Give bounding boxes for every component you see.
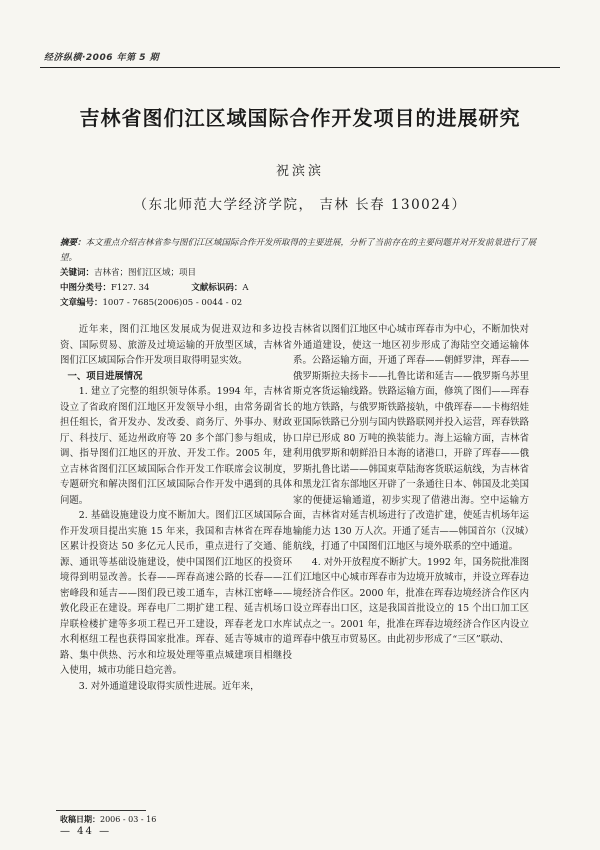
article-number-value: 1007 - 7685(2006)05 - 0044 - 02 [102, 298, 243, 308]
received-date [60, 814, 156, 825]
left-column [60, 322, 292, 694]
abstract-text: 本文重点介绍吉林省参与图们江区域国际合作开发所取得的主要进展，分析了当前存在的主要问题并对开发前景进行了展望。 [60, 238, 537, 263]
article-title: 吉林省图们江区域国际合作开发项目的进展研究 [79, 106, 521, 130]
intro-paragraph: 近年来，图们江地区发展成为促进双边和多边投资、国际贸易、旅游及过境运输的开放型区域，吉林省图们江区域国际合作开发项目取得明显实效。 [60, 324, 292, 366]
paragraph-organization: 1. 建立了完整的组织领导体系。1994 年，吉林省设立了省政府图们江地区开发领导小组，由常务副省长担任组长，省开发办、发改委、商务厅、外事办、财政厅、科技厅、延边州政府等 20 多个部门参与组成，协调、指导图们江地区的开放、开发工作。2005 年，建立吉林省图们江区域国际合作开发工作联席会议制度，专题研究和解决图们江区域国际合作开发中遇到的具体问题。 [60, 386, 292, 506]
abstract-label: 摘要： [60, 238, 86, 248]
keywords-row [60, 266, 545, 281]
received-label: 收稿日期： [60, 815, 100, 824]
author-name: 祝滨滨 [275, 164, 324, 179]
received-value: 2006 - 03 - 16 [100, 815, 157, 824]
paragraph-infrastructure: 2. 基础设施建设力度不断加大。图们江区域国际合作开发项目提出实施 15 年来，我国和吉林省在珲春地区累计投资达 50 多亿元人民币，重点进行了交通、能源、通讯等基础设施建设，使中国图们江地区的投资环境得到明显改善。长春——珲春高速公路的长春——江密峰段和延吉——图们段已竣工通车，吉林江密峰——敦化段正在建设。珲春电厂二期扩建工程、延吉机场口岸联检楼扩建等多项工程已开工建设，珲春老龙口水库水利枢纽工程也获得国家批准。珲春、延吉等城市的道路、集中供热、污水和垃圾处理等重点城建项目相继投入使用，城市功能日趋完善。 [60, 510, 292, 676]
clc-value: F127. 34 [111, 283, 150, 293]
article-number-row [60, 296, 545, 311]
doc-code-label: 文献标识码： [191, 283, 243, 293]
footnote-rule [56, 810, 146, 811]
page-number: — 44 — [60, 826, 112, 837]
doc-code-value: A [242, 283, 249, 293]
paragraph-channels-start: 3. 对外通道建设取得实质性进展。近年来， [78, 680, 260, 692]
keywords-label: 关键词： [60, 268, 95, 278]
article-metadata [60, 236, 545, 311]
clc-label: 中图分类号： [60, 283, 112, 293]
section-heading: 一、项目进展情况 [67, 370, 143, 382]
paragraph-channels-continued: 吉林省以图们江地区中心城市珲春市为中心，不断加快对外通道建设，使这一地区初步形成了海陆空交通运输体系。公路运输方面，开通了珲春——朝鲜罗津，珲春——俄罗斯斯拉夫扬卡——扎鲁比诺和延吉——俄罗斯乌苏里斯克客货运输线路。铁路运输方面，修筑了图们——珲春的地方铁路，与俄罗斯铁路接轨，中俄珲春——卡梅绍娃亚国际铁路已分别与国内铁路联网并投入运营，珲春铁路口岸已形成 80 万吨的换装能力。海上运输方面，吉林省利用俄罗斯和朝鲜沿日本海的诸港口，开辟了珲春——俄罗斯扎鲁比诺——韩国束草陆海客货联运航线，为吉林省和黑龙江省东部地区开辟了一条通往日本、韩国及北美国家的便捷运输通道，初步实现了借港出海。空中运输方面，吉林省对延吉机场进行了改造扩建，使延吉机场年运输能力达 130 万人次。开通了延吉——韩国首尔（汉城）航线，打通了中国图们江地区与境外联系的空中通道。 [293, 324, 529, 552]
article-number-label: 文章编号： [60, 298, 103, 308]
right-column [293, 322, 529, 648]
classification-row [60, 281, 545, 296]
author-affiliation: （东北师范大学经济学院， 吉林 长春 130024） [133, 197, 467, 213]
running-head: 经济纵横·2006 年第 5 期 [44, 53, 160, 63]
paragraph-opening: 4. 对外开放程度不断扩大。1992 年，国务院批准图们江地区中心城市珲春市为边境开放城市，并设立珲春边境经济合作区。2000 年，批准在珲春边境经济合作区内设立珲春出口区，这是我国首批设立的 15 个出口加工区试点之一。2001 年，批准在珲春边境经济合作区内设立珲春中俄互市贸易区。由此初步形成了“三区”联动、 [293, 556, 529, 645]
keywords-text: 吉林省；图们江区域；项目 [94, 268, 197, 278]
header-rule [40, 67, 560, 68]
abstract [60, 236, 545, 266]
